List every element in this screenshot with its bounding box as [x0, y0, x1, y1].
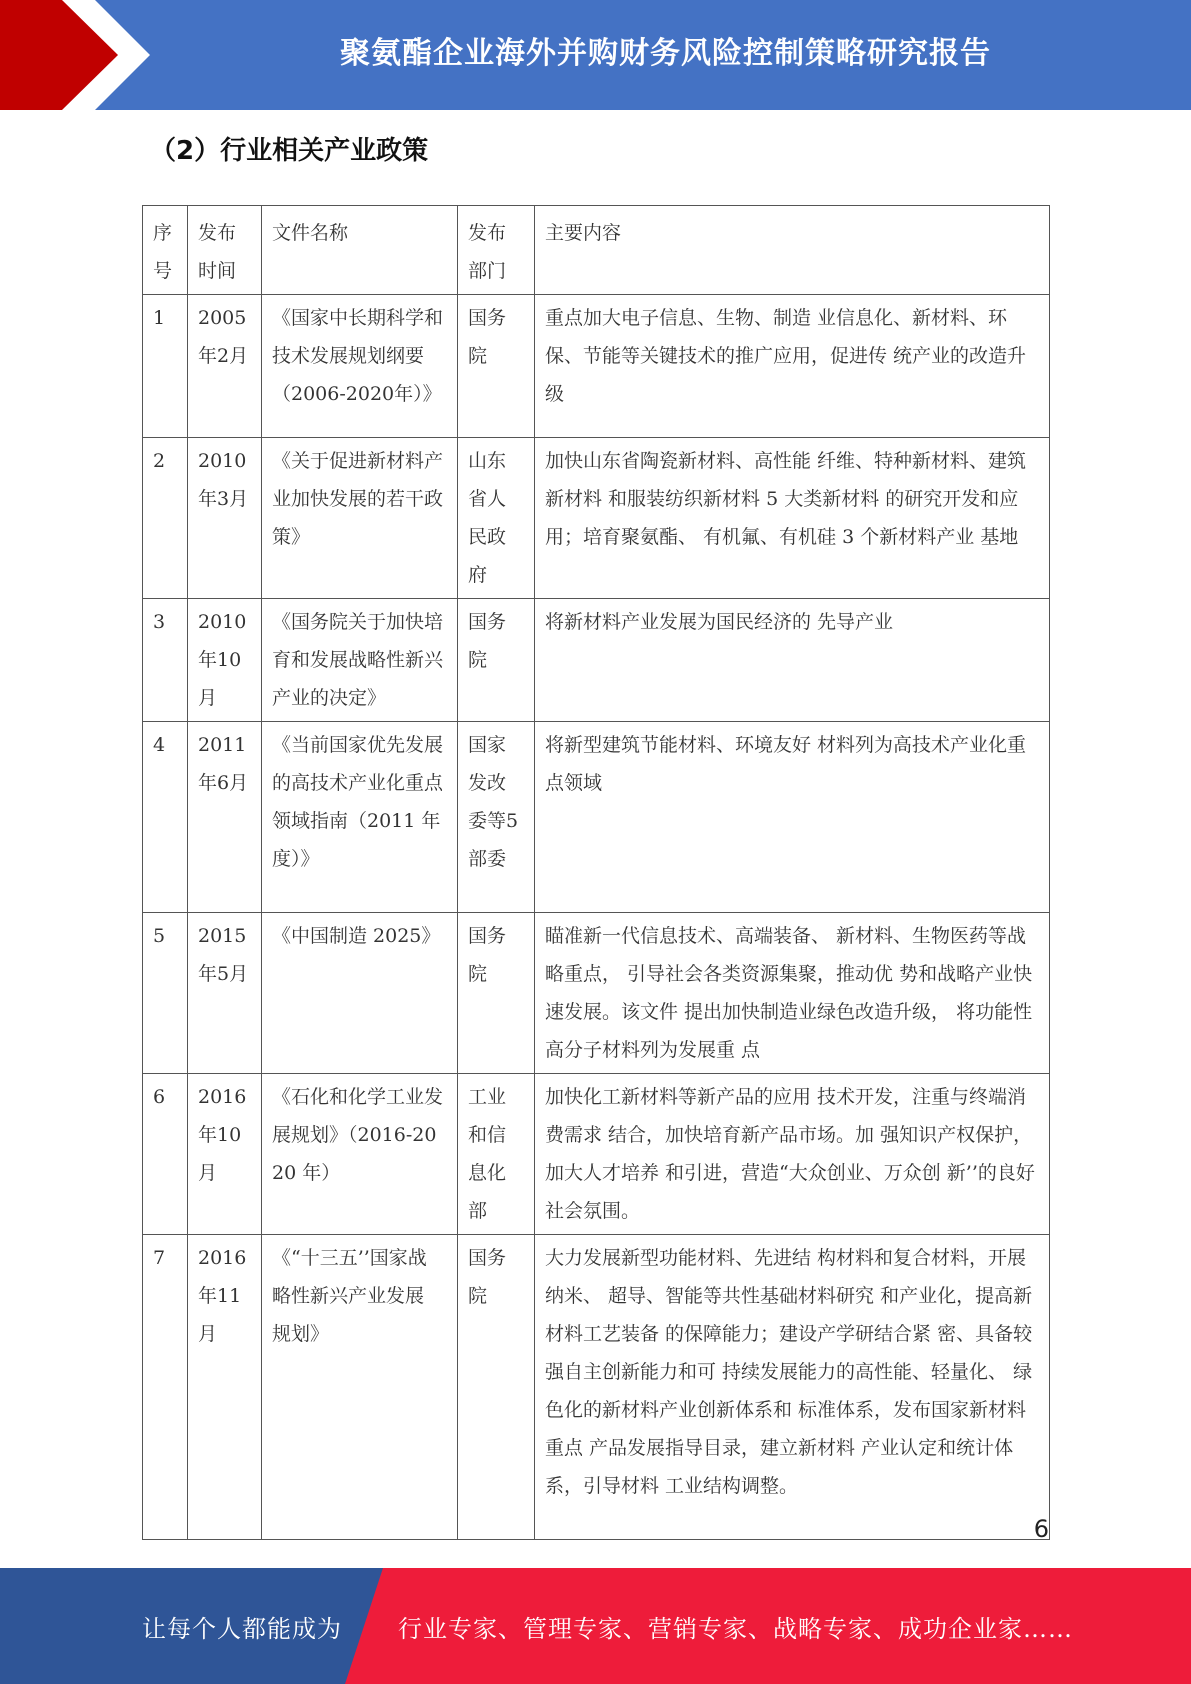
- cell-department: 国家发改委等5部委: [458, 722, 535, 913]
- cell-content: 重点加大电子信息、生物、制造 业信息化、新材料、环保、节能等关键技术的推广应用，促进传 统产业的改造升级: [535, 295, 1050, 438]
- cell-date: 2011年6月: [188, 722, 262, 913]
- cell-content: 瞄准新一代信息技术、高端装备、 新材料、生物医药等战略重点， 引导社会各类资源集聚，推动优 势和战略产业快速发展。该文件 提出加快制造业绿色改造升级， 将功能性高分子材料列为发展重 点: [535, 913, 1050, 1074]
- cell-no: 7: [143, 1235, 188, 1540]
- header-document-name: 文件名称: [262, 206, 458, 295]
- cell-no: 3: [143, 599, 188, 722]
- table-row: [143, 295, 1050, 438]
- header-department: 发布部门: [458, 206, 535, 295]
- cell-department: 国务院: [458, 599, 535, 722]
- table-header-row: [143, 206, 1050, 295]
- header-content: 主要内容: [535, 206, 1050, 295]
- cell-document-name: 《石化和化学工业发展规划》（2016-2020 年）: [262, 1074, 458, 1235]
- cell-content: 加快化工新材料等新产品的应用 技术开发，注重与终端消费需求 结合，加快培育新产品市场。加 强知识产权保护，加大人才培养 和引进，营造“大众创业、万众创 新’’的良好社会氛围。: [535, 1074, 1050, 1235]
- cell-no: 2: [143, 438, 188, 599]
- cell-department: 工业和信息化部: [458, 1074, 535, 1235]
- cell-date: 2016年10月: [188, 1074, 262, 1235]
- cell-date: 2005年2月: [188, 295, 262, 438]
- cell-document-name: 《国家中长期科学和技术发展规划纲要（2006-2020年）》: [262, 295, 458, 438]
- cell-content: 大力发展新型功能材料、先进结 构材料和复合材料，开展纳米、 超导、智能等共性基础材料研究 和产业化，提高新材料工艺装备 的保障能力；建设产学研结合紧 密、具备较强自主创新能力和可 持续发展能力的高性能、轻量化、 绿色化的新材料产业创新体系和 标准体系，发布国家新材料重点 产品发展指导目录，建立新材料 产业认定和统计体系，引导材料 工业结构调整。: [535, 1235, 1050, 1540]
- cell-document-name: 《国务院关于加快培育和发展战略性新兴产业的决定》: [262, 599, 458, 722]
- cell-date: 2015年5月: [188, 913, 262, 1074]
- cell-content: 加快山东省陶瓷新材料、高性能 纤维、特种新材料、建筑新材料 和服装纺织新材料 5 大类新材料 的研究开发和应用；培育聚氨酯、 有机氟、有机硅 3 个新材料产业 基地: [535, 438, 1050, 599]
- page-number: 6: [1033, 1515, 1049, 1543]
- header-date: 发布时间: [188, 206, 262, 295]
- header-banner: [0, 0, 1191, 110]
- footer-banner: [0, 1568, 1191, 1684]
- footer-slogan-left: 让每个人都能成为: [142, 1614, 342, 1643]
- cell-department: 国务院: [458, 913, 535, 1074]
- cell-no: 5: [143, 913, 188, 1074]
- footer-slogan-right: 行业专家、管理专家、营销专家、战略专家、成功企业家……: [398, 1614, 1073, 1643]
- table-row: [143, 599, 1050, 722]
- cell-document-name: 《当前国家优先发展的高技术产业化重点领域指南（2011 年度）》: [262, 722, 458, 913]
- document-title: 聚氨酯企业海外并购财务风险控制策略研究报告: [340, 36, 991, 71]
- cell-department: 国务院: [458, 295, 535, 438]
- cell-date: 2010年10月: [188, 599, 262, 722]
- cell-content: 将新材料产业发展为国民经济的 先导产业: [535, 599, 1050, 722]
- cell-date: 2010年3月: [188, 438, 262, 599]
- header-no: 序号: [143, 206, 188, 295]
- cell-document-name: 《“十三五’’国家战 略性新兴产业发展 规划》: [262, 1235, 458, 1540]
- cell-document-name: 《关于促进新材料产业加快发展的若干政策》: [262, 438, 458, 599]
- table-row: [143, 722, 1050, 913]
- table-row: [143, 1074, 1050, 1235]
- cell-date: 2016年11月: [188, 1235, 262, 1540]
- table-row: [143, 1235, 1050, 1540]
- cell-no: 4: [143, 722, 188, 913]
- table-row: [143, 913, 1050, 1074]
- cell-document-name: 《中国制造 2025》: [262, 913, 458, 1074]
- cell-no: 1: [143, 295, 188, 438]
- cell-department: 国务院: [458, 1235, 535, 1540]
- chevron-decoration-icon: [0, 0, 160, 110]
- cell-content: 将新型建筑节能材料、环境友好 材料列为高技术产业化重点领域: [535, 722, 1050, 913]
- table-row: [143, 438, 1050, 599]
- cell-no: 6: [143, 1074, 188, 1235]
- cell-department: 山东省人民政府: [458, 438, 535, 599]
- section-heading: （2）行业相关产业政策: [150, 136, 429, 166]
- policy-table: [142, 205, 1050, 1540]
